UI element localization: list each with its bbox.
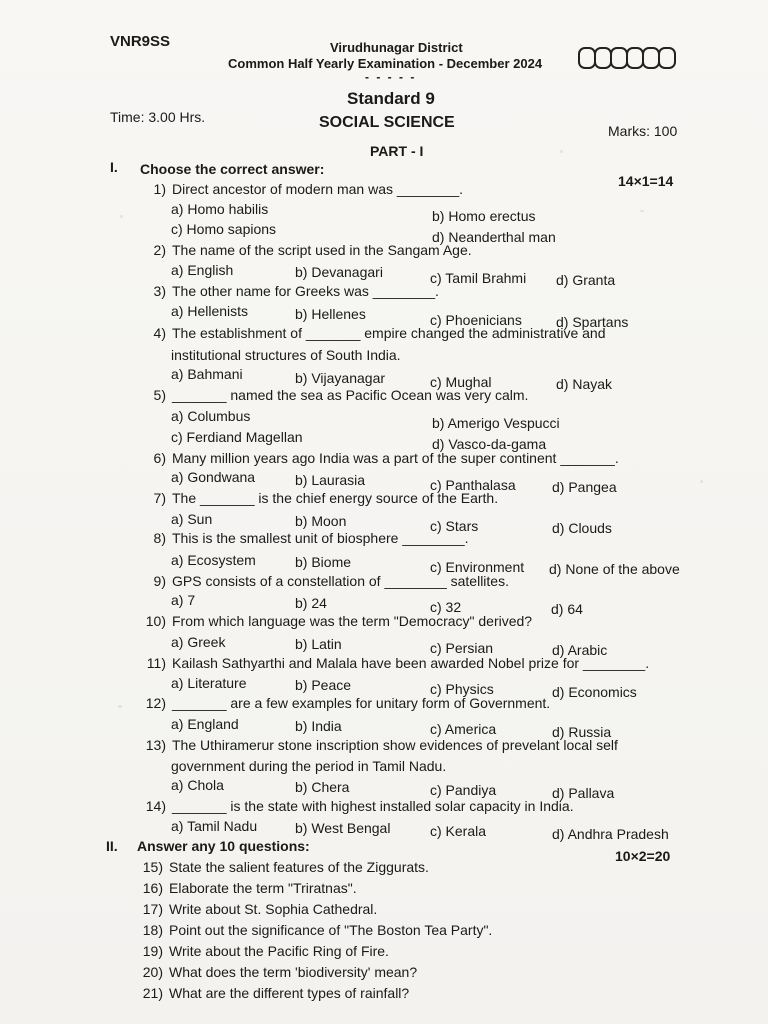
option: c) America [430, 721, 497, 737]
option: a) Columbus [171, 408, 251, 424]
question-6 [140, 450, 619, 466]
question-12 [140, 695, 550, 711]
question-number: 9) [153, 573, 166, 589]
section-1-number: I. [110, 159, 118, 175]
question-7 [140, 490, 498, 506]
question-number: 17) [142, 901, 163, 917]
question-text: The name of the script used in the Sangam Age. [172, 242, 472, 258]
question-8 [140, 530, 469, 546]
section-2-number: II. [106, 838, 118, 854]
question-16 [137, 880, 357, 896]
option: b) Hellenes [295, 306, 366, 322]
question-paper-code: VNR9SS [110, 33, 171, 50]
question-text: Direct ancestor of modern man was ________. [172, 181, 464, 197]
question-text: Many million years ago India was a part of the super continent _______. [172, 450, 619, 466]
option: a) Gondwana [171, 469, 256, 485]
question-text: The _______ is the chief energy source of the Earth. [172, 490, 499, 506]
option: b) Vijayanagar [295, 370, 386, 386]
question-number: 10) [145, 613, 166, 629]
total-marks: Marks: 100 [608, 123, 678, 139]
question-number: 4) [153, 325, 166, 341]
option: a) Tamil Nadu [171, 818, 258, 834]
option: c) Physics [430, 681, 494, 697]
option: b) Amerigo Vespucci [432, 415, 560, 431]
option: a) England [171, 716, 239, 732]
option: b) Devanagari [295, 264, 383, 280]
option: d) Pangea [552, 479, 617, 495]
option: d) Neanderthal man [432, 229, 556, 245]
question-number: 19) [142, 943, 163, 959]
question-text: _______ named the sea as Pacific Ocean was very calm. [172, 387, 529, 403]
option: c) Homo sapions [171, 221, 277, 237]
time-allowed: Time: 3.00 Hrs. [110, 109, 206, 125]
option: a) English [171, 262, 234, 278]
option: c) Ferdiand Magellan [171, 429, 303, 445]
option: d) 64 [551, 601, 583, 617]
standard-title: Standard 9 [347, 89, 435, 108]
question-number: 20) [142, 964, 163, 980]
option: c) Pandiya [430, 782, 497, 798]
section-1-heading: Choose the correct answer: [140, 161, 325, 177]
option: b) Laurasia [295, 472, 366, 488]
question-number: 21) [142, 985, 163, 1001]
option: d) None of the above [549, 561, 680, 577]
question-number: 12) [145, 695, 166, 711]
option: d) Vasco-da-gama [432, 436, 547, 452]
question-text: This is the smallest unit of biosphere ________. [172, 530, 469, 546]
option: c) Tamil Brahmi [430, 270, 527, 286]
question-number: 16) [142, 880, 163, 896]
option: a) Hellenists [171, 303, 249, 319]
option: b) 24 [295, 595, 327, 611]
question-number: 15) [142, 859, 163, 875]
question-text: Kailash Sathyarthi and Malala have been awarded Nobel prize for ________. [172, 655, 650, 671]
district-title: Virudhunagar District [330, 40, 463, 55]
option: b) India [295, 718, 342, 734]
option: a) Chola [171, 777, 224, 793]
option: a) Homo habilis [171, 201, 269, 217]
option: c) Phoenicians [430, 312, 522, 328]
option: a) Ecosystem [171, 552, 256, 568]
question-3 [140, 283, 439, 299]
option: c) Stars [430, 518, 479, 534]
question-number: 2) [153, 242, 166, 258]
question-17 [137, 901, 377, 917]
question-text: The other name for Greeks was ________. [172, 283, 439, 299]
question-4-continued: institutional structures of South India. [171, 347, 401, 363]
option: d) Pallava [552, 785, 615, 801]
option: c) Mughal [430, 374, 492, 390]
question-text: Write about the Pacific Ring of Fire. [169, 943, 389, 959]
option: d) Clouds [552, 520, 612, 536]
section-2-score: 10×2=20 [615, 848, 671, 864]
register-number-boxes [578, 47, 674, 69]
paper-speck [640, 210, 644, 212]
paper-speck [118, 705, 122, 708]
option: b) Biome [295, 554, 352, 570]
question-number: 11) [146, 655, 166, 671]
question-11 [140, 655, 649, 671]
question-text: Point out the significance of "The Boston Tea Party". [169, 922, 493, 938]
part-title: PART - I [370, 143, 424, 159]
question-19 [137, 943, 389, 959]
question-number: 7) [153, 490, 166, 506]
question-number: 13) [145, 737, 166, 753]
question-20 [137, 964, 417, 980]
question-14 [140, 798, 574, 814]
question-text: Elaborate the term "Triratnas". [169, 880, 357, 896]
option: a) Greek [171, 634, 226, 650]
question-text: From which language was the term "Democracy" derived? [172, 613, 533, 629]
question-10 [140, 613, 532, 629]
option: d) Spartans [556, 314, 629, 330]
exam-title: Common Half Yearly Examination - December 2024 [228, 56, 543, 71]
question-4 [140, 325, 606, 341]
question-13-continued: government during the period in Tamil Nadu. [171, 758, 447, 774]
question-text: The Uthiramerur stone inscription show evidences of prevelant local self [172, 737, 618, 753]
option: a) Sun [171, 511, 213, 527]
question-text: Write about St. Sophia Cathedral. [169, 901, 378, 917]
question-21 [137, 985, 409, 1001]
section-2-heading: Answer any 10 questions: [137, 838, 310, 854]
question-text: _______ are a few examples for unitary form of Government. [172, 695, 551, 711]
question-text: The establishment of _______ empire changed the administrative and [172, 325, 606, 341]
option: b) Peace [295, 677, 352, 693]
option: d) Andhra Pradesh [552, 826, 669, 842]
question-text: GPS consists of a constellation of ________ satellites. [172, 573, 509, 589]
question-5 [140, 387, 528, 403]
option: b) West Bengal [295, 820, 391, 836]
option: d) Russia [552, 724, 612, 740]
paper-speck [560, 150, 563, 153]
question-number: 1) [153, 181, 166, 197]
option: d) Economics [552, 684, 637, 700]
option: d) Nayak [556, 376, 613, 392]
option: c) Panthalasa [430, 477, 516, 493]
option: a) 7 [171, 592, 196, 608]
question-number: 3) [153, 283, 166, 299]
question-15 [137, 859, 429, 875]
register-box [658, 47, 676, 69]
option: a) Literature [171, 675, 247, 691]
option: c) Kerala [430, 823, 487, 839]
option: c) Environment [430, 559, 525, 575]
question-number: 5) [153, 387, 166, 403]
question-number: 8) [153, 530, 166, 546]
question-number: 6) [153, 450, 166, 466]
question-9 [140, 573, 509, 589]
option: d) Arabic [552, 642, 608, 658]
subject-title: SOCIAL SCIENCE [319, 114, 455, 131]
question-text: What does the term 'biodiversity' mean? [169, 964, 418, 980]
question-text: What are the different types of rainfall? [169, 985, 410, 1001]
question-text: State the salient features of the Ziggurats. [169, 859, 429, 875]
question-1 [140, 181, 463, 197]
option: b) Chera [295, 779, 350, 795]
question-2 [140, 242, 472, 258]
option: b) Latin [295, 636, 342, 652]
option: d) Granta [556, 272, 616, 288]
option: b) Homo erectus [432, 208, 536, 224]
question-18 [137, 922, 492, 938]
paper-speck [700, 480, 703, 483]
option: c) Persian [430, 640, 494, 656]
divider-dashes: - - - - - [365, 70, 417, 84]
option: a) Bahmani [171, 366, 243, 382]
paper-speck [120, 215, 123, 218]
option: c) 32 [430, 599, 462, 615]
question-text: _______ is the state with highest installed solar capacity in India. [172, 798, 574, 814]
question-number: 18) [142, 922, 163, 938]
question-13 [140, 737, 618, 753]
section-1-score: 14×1=14 [618, 173, 674, 189]
question-number: 14) [145, 798, 166, 814]
option: b) Moon [295, 513, 347, 529]
